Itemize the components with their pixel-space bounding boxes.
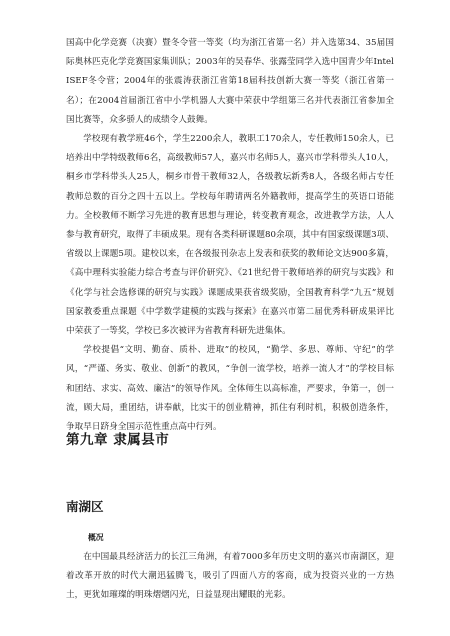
subsection-heading: 概况 bbox=[88, 533, 104, 542]
overview-block bbox=[66, 548, 394, 606]
paragraph-overview: 在中国最具经济活力的长江三角洲，有着7000多年历史文明的嘉兴市南湖区，迎着改革开放的时代大潮迅猛腾飞，吸引了四面八方的客商，成为投资兴业的一方热土，更犹如璀璨的明珠熠熠闪光，日益显现出耀眼的光彩。 bbox=[66, 552, 394, 601]
section-heading: 南湖区 bbox=[66, 499, 104, 514]
paragraph-school-ethos: 学校提倡“文明、勤奋、质朴、进取”的校风，“勤学、多思、尊师、守纪”的学风，“严谨、务实、敬业、创新”的教风，“争创一流学校，培养一流人才”的学校目标和团结、求实、高效、廉洁”的领导作风。全体师生以高标准，严要求，争第一，创一流，顾大局，重团结，讲奉献，比实干的创业精神，抓住有利时机，积极创造条件，争取早日跻身全国示范性重点高中行列。 bbox=[66, 345, 394, 433]
paragraph-faculty: 学校现有教学班46个，学生2200余人，教职工170余人，专任教师150余人，已培养出中学特级教师6名，高级教师57人，嘉兴市名师5人，嘉兴市学科带头人10人，桐乡市学科带头人25人，桐乡市骨干教师32人，各级教坛新秀8人，各级名师占专任教师总数的百分之四十五以上。学校每年聘请两名外籍教师，提高学生的英语口语能力。全校教师不断学习先进的教育思想与理论，转变教育观念，改进教学方法，人人参与教育研究，取得了丰硕成果。现有各类科研课题80余项，其中有国家级课题3项、省级以上课题5项。建校以来，在各级报刊杂志上发表和获奖的教师论文达900多篇，《高中理科实验能力综合考查与评价研究》、《21世纪骨干教师培养的研究与实践》和《化学与社会选修课的研究与实践》课题成果获省级奖励，全国教育科学“九五”规划国家教委重点课题《中学数学建模的实践与探索》在嘉兴市第二届优秀科研成果评比中荣获了一等奖，学校已多次被评为省教育科研先进集体。 bbox=[66, 134, 394, 337]
chapter-heading: 第九章 隶属县市 bbox=[66, 432, 170, 448]
paragraph-achievements: 国高中化学竞赛（决赛）暨冬令营一等奖（均为浙江省第一名）并入选第34、35届国际奥林匹克化学竞赛国家集训队；2003年的吴春华、张露莹同学入选中国青少年Intel ISEF冬令营；2004年的张震涛获浙江省第18届科技创新大赛一等奖（浙江省第一名）；在2004首届浙江省中小学机器人大赛中荣获中学组第三名并代表浙江省参加全国比赛等，众多骄人的成绩令人鼓舞。 bbox=[66, 38, 394, 125]
